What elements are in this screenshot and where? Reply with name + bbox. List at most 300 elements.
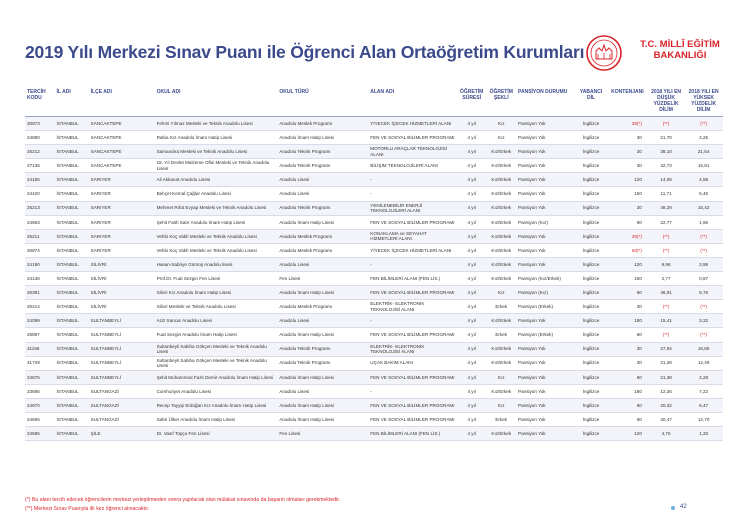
cell-okul-turu: Anadolu Lisesi <box>277 173 368 187</box>
cell-kontenjan: 60(*) <box>607 243 648 257</box>
cell-ilce-adi: SULTANBEYLİ <box>89 356 155 370</box>
cell-en-yuksek-dilim: 15,81 <box>684 159 723 173</box>
cell-kontenjan: 30(*) <box>607 229 648 243</box>
cell-pansiyon-durumu: Pansiyon Yok <box>516 159 575 173</box>
cell-pansiyon-durumu: Pansiyon (Kız) <box>516 286 575 300</box>
cell-il-adi: İSTANBUL <box>55 117 89 131</box>
cell-en-dusuk-dilim: 15,41 <box>648 314 684 328</box>
footnote-1: (*) Bu alanı tercih edecek öğrencilerin merkezi yerleştirmeden sonra yapılacak olan mülakat sınavında da başarılı olmaları gerekmektedir. <box>25 497 341 503</box>
header-kontenjan: KONTENJANI <box>607 88 648 117</box>
cell-tercih-kodu: 24099 <box>25 314 55 328</box>
cell-il-adi: İSTANBUL <box>55 384 89 398</box>
table-row <box>25 328 723 342</box>
cell-okul-adi: Dr. Vasıf Topçu Fen Lisesi <box>155 427 278 441</box>
cell-ogretim-sekli: Kız <box>486 398 516 412</box>
cell-ogretim-suresi: 4 yıl <box>457 286 487 300</box>
cell-ogretim-suresi: 4 yıl <box>457 328 487 342</box>
cell-tercih-kodu: 24138 <box>25 272 55 286</box>
cell-pansiyon-durumu: Pansiyon Yok <box>516 314 575 328</box>
cell-alan-adi: MOTORLU ARAÇLAR TEKNOLOJİSİ ALANI <box>368 145 457 159</box>
cell-il-adi: İSTANBUL <box>55 159 89 173</box>
cell-ogretim-suresi: 4 yıl <box>457 131 487 145</box>
ministry-name-line1: T.C. MİLLÎ EĞİTİM <box>640 39 720 50</box>
page-title: 2019 Yılı Merkezi Sınav Puanı ile Öğrenci Alan Ortaöğretim Kurumları <box>25 42 585 62</box>
cell-en-dusuk-dilim: 9,96 <box>648 257 684 271</box>
cell-okul-turu: Anadolu Lisesi <box>277 314 368 328</box>
cell-ilce-adi: SANCAKTEPE <box>89 131 155 145</box>
cell-yabanci-dil: İngilizce <box>575 272 607 286</box>
cell-okul-adi: Sultanbeyli Sabiha Gökçen Mesleki ve Teknik Anadolu Lisesi <box>155 356 278 370</box>
cell-en-dusuk-dilim: 48,29 <box>648 201 684 215</box>
cell-okul-turu: Fen Lisesi <box>277 427 368 441</box>
table-row <box>25 427 723 441</box>
cell-il-adi: İSTANBUL <box>55 314 89 328</box>
cell-kontenjan: 60 <box>607 412 648 426</box>
cell-pansiyon-durumu: Pansiyon Yok <box>516 243 575 257</box>
cell-alan-adi: - <box>368 384 457 398</box>
cell-ogretim-sekli: Kız/Erkek <box>486 145 516 159</box>
cell-en-yuksek-dilim: 12,49 <box>684 356 723 370</box>
cell-pansiyon-durumu: Pansiyon (Kız/Erkek) <box>516 272 575 286</box>
cell-ogretim-suresi: 4 yıl <box>457 215 487 229</box>
cell-en-yuksek-dilim: 8,76 <box>684 286 723 300</box>
cell-tercih-kodu: 25211 <box>25 229 55 243</box>
cell-yabanci-dil: İngilizce <box>575 187 607 201</box>
cell-tercih-kodu: 24880 <box>25 131 55 145</box>
cell-alan-adi: FEN BİLİMLERİ ALANI (FEN LİS.) <box>368 427 457 441</box>
cell-en-dusuk-dilim: (**) <box>648 243 684 257</box>
cell-okul-adi: Sultanbeyli Sabiha Gökçen Mesleki ve Teknik Anadolu Lisesi <box>155 342 278 356</box>
cell-il-adi: İSTANBUL <box>55 328 89 342</box>
cell-yabanci-dil: İngilizce <box>575 384 607 398</box>
cell-okul-turu: Anadolu Lisesi <box>277 384 368 398</box>
cell-yabanci-dil: İngilizce <box>575 356 607 370</box>
page-indicator-dot <box>671 506 675 510</box>
cell-alan-adi: KONAKLAMA ve SEYAHAT HİZMETLERİ ALANI <box>368 229 457 243</box>
cell-kontenjan: 180 <box>607 314 648 328</box>
cell-kontenjan: 120 <box>607 173 648 187</box>
ministry-emblem-icon <box>585 33 623 73</box>
page-number: 42 <box>680 504 687 510</box>
cell-ogretim-suresi: 4 yıl <box>457 243 487 257</box>
cell-en-dusuk-dilim: 12,26 <box>648 384 684 398</box>
cell-en-dusuk-dilim: 21,38 <box>648 370 684 384</box>
cell-il-adi: İSTANBUL <box>55 300 89 314</box>
header-en-yuksek-dilim: 2018 YILI EN YÜKSEK YÜZDELİK DİLİM <box>684 88 723 117</box>
cell-alan-adi: - <box>368 187 457 201</box>
cell-tercih-kodu: 24190 <box>25 257 55 271</box>
cell-pansiyon-durumu: Pansiyon Yok <box>516 173 575 187</box>
cell-ogretim-sekli: Kız/Erkek <box>486 356 516 370</box>
cell-okul-turu: Anadolu Teknik Programı <box>277 342 368 356</box>
cell-pansiyon-durumu: Pansiyon (Erkek) <box>516 328 575 342</box>
table-row <box>25 356 723 370</box>
cell-okul-turu: Anadolu Teknik Programı <box>277 356 368 370</box>
cell-ilce-adi: SARIYER <box>89 173 155 187</box>
cell-en-yuksek-dilim: 15,42 <box>684 201 723 215</box>
table-row <box>25 314 723 328</box>
table-row <box>25 412 723 426</box>
table-row <box>25 300 723 314</box>
cell-kontenjan: 30 <box>607 131 648 145</box>
header-okul-adi: OKUL ADI <box>155 88 278 117</box>
cell-yabanci-dil: İngilizce <box>575 243 607 257</box>
cell-en-dusuk-dilim: 46,91 <box>648 286 684 300</box>
cell-pansiyon-durumu: Pansiyon Yok <box>516 384 575 398</box>
cell-ogretim-sekli: Kız/Erkek <box>486 243 516 257</box>
cell-okul-turu: Anadolu Meslek Programı <box>277 243 368 257</box>
table-row <box>25 131 723 145</box>
cell-en-yuksek-dilim: (**) <box>684 328 723 342</box>
table-row <box>25 398 723 412</box>
cell-okul-adi: Hasan-Sabriye Gümüş Anadolu lisesi <box>155 257 278 271</box>
cell-il-adi: İSTANBUL <box>55 173 89 187</box>
cell-il-adi: İSTANBUL <box>55 145 89 159</box>
cell-ogretim-sekli: Kız/Erkek <box>486 342 516 356</box>
cell-tercih-kodu: 24685 <box>25 427 55 441</box>
cell-tercih-kodu: 31729 <box>25 356 55 370</box>
cell-yabanci-dil: İngilizce <box>575 117 607 131</box>
cell-en-dusuk-dilim: 2,77 <box>648 272 684 286</box>
cell-okul-adi: Mehmet Rıfat Evyap Mesleki ve Teknik Anadolu Lisesi <box>155 201 278 215</box>
cell-en-yuksek-dilim: (**) <box>684 300 723 314</box>
cell-ilce-adi: SANCAKTEPE <box>89 145 155 159</box>
ministry-logo <box>585 33 735 73</box>
cell-yabanci-dil: İngilizce <box>575 412 607 426</box>
cell-ilce-adi: SULTANBEYLİ <box>89 370 155 384</box>
table-row <box>25 145 723 159</box>
cell-ogretim-suresi: 4 yıl <box>457 187 487 201</box>
cell-okul-turu: Anadolu İmam Hatip Lisesi <box>277 412 368 426</box>
cell-kontenjan: 30 <box>607 342 648 356</box>
cell-okul-turu: Anadolu Meslek Programı <box>277 229 368 243</box>
cell-en-dusuk-dilim: (**) <box>648 229 684 243</box>
cell-ilce-adi: SARIYER <box>89 201 155 215</box>
cell-ilce-adi: SULTANBEYLİ <box>89 328 155 342</box>
cell-pansiyon-durumu: Pansiyon Yok <box>516 229 575 243</box>
cell-kontenjan: 180 <box>607 384 648 398</box>
cell-yabanci-dil: İngilizce <box>575 342 607 356</box>
cell-kontenjan: 30 <box>607 159 648 173</box>
cell-ogretim-sekli: Kız <box>486 117 516 131</box>
cell-kontenjan: 150 <box>607 272 648 286</box>
cell-tercih-kodu: 24420 <box>25 187 55 201</box>
cell-ogretim-suresi: 4 yıl <box>457 117 487 131</box>
cell-ogretim-suresi: 4 yıl <box>457 370 487 384</box>
table-row <box>25 215 723 229</box>
table-row <box>25 229 723 243</box>
header-okul-turu: OKUL TÜRÜ <box>277 88 368 117</box>
cell-pansiyon-durumu: Pansiyon Yok <box>516 427 575 441</box>
table-row <box>25 370 723 384</box>
cell-ilce-adi: SULTANBEYLİ <box>89 314 155 328</box>
cell-alan-adi: YENİLENEBİLİR ENERJİ TEKNOLOJİLERİ ALANI <box>368 201 457 215</box>
cell-il-adi: İSTANBUL <box>55 131 89 145</box>
cell-tercih-kodu: 25212 <box>25 145 55 159</box>
cell-en-dusuk-dilim: 14,06 <box>648 173 684 187</box>
cell-tercih-kodu: 26391 <box>25 286 55 300</box>
cell-en-dusuk-dilim: 11,71 <box>648 187 684 201</box>
cell-okul-turu: Anadolu Teknik Programı <box>277 145 368 159</box>
cell-ogretim-suresi: 4 yıl <box>457 356 487 370</box>
cell-alan-adi: FEN VE SOSYAL BİLİMLER PROGRAMI <box>368 215 457 229</box>
cell-en-yuksek-dilim: 3,98 <box>684 257 723 271</box>
table-row <box>25 286 723 300</box>
cell-pansiyon-durumu: Pansiyon (Kız) <box>516 215 575 229</box>
cell-pansiyon-durumu: Pansiyon Yok <box>516 398 575 412</box>
cell-tercih-kodu: 24675 <box>25 370 55 384</box>
cell-il-adi: İSTANBUL <box>55 243 89 257</box>
cell-kontenjan: 30 <box>607 356 648 370</box>
cell-pansiyon-durumu: Pansiyon Yok <box>516 412 575 426</box>
schools-table <box>25 88 723 441</box>
cell-tercih-kodu: 25897 <box>25 328 55 342</box>
cell-okul-turu: Anadolu İmam Hatip Lisesi <box>277 215 368 229</box>
cell-en-yuksek-dilim: 5,46 <box>684 187 723 201</box>
cell-yabanci-dil: İngilizce <box>575 201 607 215</box>
cell-en-yuksek-dilim: 21,54 <box>684 145 723 159</box>
ministry-name-line2: BAKANLIĞI <box>653 50 707 61</box>
table-row <box>25 201 723 215</box>
cell-ogretim-suresi: 4 yıl <box>457 159 487 173</box>
cell-alan-adi: FEN VE SOSYAL BİLİMLER PROGRAMI <box>368 328 457 342</box>
cell-okul-adi: Recep Tayyip Erdoğan Kız Anadolu İmam Hatip Lisesi <box>155 398 278 412</box>
cell-ilce-adi: SARIYER <box>89 215 155 229</box>
cell-en-dusuk-dilim: 32,73 <box>648 159 684 173</box>
cell-en-yuksek-dilim: (**) <box>684 243 723 257</box>
cell-kontenjan: 30 <box>607 201 648 215</box>
cell-ogretim-suresi: 4 yıl <box>457 145 487 159</box>
cell-en-yuksek-dilim: 12,70 <box>684 412 723 426</box>
cell-alan-adi: FEN BİLİMLERİ ALANI (FEN LİS.) <box>368 272 457 286</box>
cell-okul-turu: Anadolu Teknik Programı <box>277 159 368 173</box>
cell-tercih-kodu: 31156 <box>25 342 55 356</box>
cell-alan-adi: UÇAK BAKIM ALANI <box>368 356 457 370</box>
cell-ogretim-suresi: 4 yıl <box>457 427 487 441</box>
cell-kontenjan: 90 <box>607 215 648 229</box>
table-row <box>25 257 723 271</box>
cell-ogretim-sekli: Kız <box>486 286 516 300</box>
cell-pansiyon-durumu: Pansiyon Yok <box>516 201 575 215</box>
cell-yabanci-dil: İngilizce <box>575 300 607 314</box>
cell-kontenjan: 60 <box>607 370 648 384</box>
cell-alan-adi: FEN VE SOSYAL BİLİMLER PROGRAMI <box>368 131 457 145</box>
cell-yabanci-dil: İngilizce <box>575 215 607 229</box>
cell-alan-adi: BİLİŞİM TEKNOLOJİLERİ ALANI <box>368 159 457 173</box>
cell-en-dusuk-dilim: 21,28 <box>648 356 684 370</box>
cell-tercih-kodu: 27135 <box>25 159 55 173</box>
cell-en-yuksek-dilim: 7,22 <box>684 384 723 398</box>
cell-pansiyon-durumu: Pansiyon Yok <box>516 131 575 145</box>
header-tercih-kodu: TERCİH KODU <box>25 88 55 117</box>
cell-pansiyon-durumu: Pansiyon Yok <box>516 257 575 271</box>
cell-okul-adi: Silivri Kız Anadolu İmam Hatip Lisesi <box>155 286 278 300</box>
cell-okul-turu: Anadolu İmam Hatip Lisesi <box>277 370 368 384</box>
cell-ilce-adi: SİLİVRİ <box>89 257 155 271</box>
cell-okul-turu: Anadolu İmam Hatip Lisesi <box>277 131 368 145</box>
cell-il-adi: İSTANBUL <box>55 370 89 384</box>
cell-kontenjan: 150 <box>607 187 648 201</box>
cell-kontenjan: 60 <box>607 286 648 300</box>
cell-il-adi: İSTANBUL <box>55 215 89 229</box>
cell-kontenjan: 120 <box>607 257 648 271</box>
cell-tercih-kodu: 24670 <box>25 398 55 412</box>
cell-okul-adi: Şehit Muhammed Fazlı Demir Anadolu İmam Hatip Lisesi <box>155 370 278 384</box>
cell-kontenjan: 60 <box>607 398 648 412</box>
header-ogretim-sekli: ÖĞRETİM ŞEKLİ <box>486 88 516 117</box>
cell-ogretim-sekli: Kız/Erkek <box>486 201 516 215</box>
cell-en-yuksek-dilim: 16,85 <box>684 342 723 356</box>
cell-ogretim-sekli: Kız/Erkek <box>486 173 516 187</box>
cell-okul-turu: Anadolu Meslek Programı <box>277 300 368 314</box>
cell-ilce-adi: ŞİLE <box>89 427 155 441</box>
cell-il-adi: İSTANBUL <box>55 229 89 243</box>
cell-okul-adi: Fuat Sezgin Anadolu İmam Hatip Lisesi <box>155 328 278 342</box>
cell-alan-adi: FEN VE SOSYAL BİLİMLER PROGRAMI <box>368 412 457 426</box>
cell-ogretim-suresi: 4 yıl <box>457 201 487 215</box>
cell-alan-adi: YİYECEK İÇECEK HİZMETLERİ ALANI <box>368 243 457 257</box>
cell-kontenjan: 60 <box>607 328 648 342</box>
cell-yabanci-dil: İngilizce <box>575 427 607 441</box>
cell-yabanci-dil: İngilizce <box>575 286 607 300</box>
cell-ogretim-suresi: 4 yıl <box>457 314 487 328</box>
cell-ilce-adi: SULTANBEYLİ <box>89 342 155 356</box>
cell-alan-adi: - <box>368 257 457 271</box>
cell-en-yuksek-dilim: 6,47 <box>684 398 723 412</box>
cell-ogretim-suresi: 4 yıl <box>457 173 487 187</box>
cell-ogretim-suresi: 4 yıl <box>457 342 487 356</box>
cell-ogretim-sekli: Kız/Erkek <box>486 229 516 243</box>
cell-okul-adi: Rabia Kız Anadolu İmam Hatip Lisesi <box>155 131 278 145</box>
cell-pansiyon-durumu: Pansiyon Yok <box>516 342 575 356</box>
cell-il-adi: İSTANBUL <box>55 257 89 271</box>
cell-okul-adi: Silivri Mesleki ve Teknik Anadolu Lisesi <box>155 300 278 314</box>
cell-ogretim-sekli: Kız <box>486 131 516 145</box>
cell-en-yuksek-dilim: 2,28 <box>684 370 723 384</box>
cell-ilce-adi: SARIYER <box>89 187 155 201</box>
cell-il-adi: İSTANBUL <box>55 272 89 286</box>
cell-il-adi: İSTANBUL <box>55 187 89 201</box>
cell-tercih-kodu: 30874 <box>25 243 55 257</box>
cell-ilce-adi: SULTANGAZİ <box>89 398 155 412</box>
cell-tercih-kodu: 25213 <box>25 201 55 215</box>
cell-ogretim-suresi: 4 yıl <box>457 398 487 412</box>
cell-okul-turu: Anadolu Teknik Programı <box>277 201 368 215</box>
cell-ilce-adi: SULTANGAZİ <box>89 384 155 398</box>
cell-yabanci-dil: İngilizce <box>575 398 607 412</box>
cell-alan-adi: YİYECEK İÇECEK HİZMETLERİ ALANI <box>368 117 457 131</box>
cell-okul-adi: 15. Yıl Devlet Malzeme Ofisi Mesleki ve Teknik Anadolu Lisesi <box>155 159 278 173</box>
cell-pansiyon-durumu: Pansiyon Yok <box>516 117 575 131</box>
cell-tercih-kodu: 25214 <box>25 300 55 314</box>
cell-ogretim-sekli: Kız/Erkek <box>486 215 516 229</box>
cell-yabanci-dil: İngilizce <box>575 328 607 342</box>
cell-il-adi: İSTANBUL <box>55 342 89 356</box>
cell-en-yuksek-dilim: 2,25 <box>684 131 723 145</box>
cell-en-dusuk-dilim: 38,10 <box>648 145 684 159</box>
header-pansiyon-durumu: PANSİYON DURUMU <box>516 88 575 117</box>
cell-ogretim-sekli: Kız/Erkek <box>486 427 516 441</box>
cell-okul-turu: Anadolu Lisesi <box>277 257 368 271</box>
cell-ogretim-suresi: 4 yıl <box>457 300 487 314</box>
ministry-name <box>625 39 735 61</box>
cell-okul-turu: Anadolu İmam Hatip Lisesi <box>277 286 368 300</box>
table-row <box>25 243 723 257</box>
header-yabanci-dil: YABANCI DİL <box>575 88 607 117</box>
cell-ilce-adi: SARIYER <box>89 229 155 243</box>
cell-tercih-kodu: 30873 <box>25 117 55 131</box>
cell-ogretim-sekli: Erkek <box>486 300 516 314</box>
cell-okul-adi: Ali Akkanat Anadolu Lisesi <box>155 173 278 187</box>
cell-yabanci-dil: İngilizce <box>575 131 607 145</box>
cell-ogretim-sekli: Erkek <box>486 328 516 342</box>
cell-ogretim-sekli: Kız/Erkek <box>486 257 516 271</box>
cell-ogretim-sekli: Kız/Erkek <box>486 159 516 173</box>
table-body <box>25 117 723 441</box>
cell-pansiyon-durumu: Pansiyon (Erkek) <box>516 300 575 314</box>
cell-ilce-adi: SİLİVRİ <box>89 272 155 286</box>
cell-yabanci-dil: İngilizce <box>575 257 607 271</box>
cell-kontenjan: 30(*) <box>607 117 648 131</box>
table-header-row <box>25 88 723 117</box>
cell-ogretim-sekli: Erkek <box>486 412 516 426</box>
cell-alan-adi: FEN VE SOSYAL BİLİMLER PROGRAMI <box>368 370 457 384</box>
cell-ogretim-sekli: Kız <box>486 370 516 384</box>
cell-alan-adi: - <box>368 173 457 187</box>
cell-en-yuksek-dilim: 3,32 <box>684 314 723 328</box>
cell-okul-turu: Anadolu İmam Hatip Lisesi <box>277 328 368 342</box>
table-row <box>25 187 723 201</box>
cell-en-dusuk-dilim: (**) <box>648 300 684 314</box>
cell-okul-adi: Cumhuriyet Anadolu Lisesi <box>155 384 278 398</box>
cell-en-dusuk-dilim: 30,47 <box>648 412 684 426</box>
cell-tercih-kodu: 24663 <box>25 215 55 229</box>
cell-alan-adi: - <box>368 314 457 328</box>
cell-okul-turu: Anadolu Lisesi <box>277 187 368 201</box>
cell-ogretim-suresi: 4 yıl <box>457 257 487 271</box>
cell-il-adi: İSTANBUL <box>55 412 89 426</box>
cell-tercih-kodu: 23686 <box>25 384 55 398</box>
cell-okul-adi: Fehmi Yılmaz Mesleki ve Teknik Anadolu Lisesi <box>155 117 278 131</box>
cell-ilce-adi: SANCAKTEPE <box>89 117 155 131</box>
cell-alan-adi: ELEKTRİK- ELEKTRONİK TEKNOLOJİSİ ALANI <box>368 342 457 356</box>
cell-en-dusuk-dilim: 4,75 <box>648 427 684 441</box>
header-ilce-adi: İLÇE ADI <box>89 88 155 117</box>
table-row <box>25 117 723 131</box>
header-alan-adi: ALAN ADI <box>368 88 457 117</box>
cell-tercih-kodu: 24665 <box>25 412 55 426</box>
cell-il-adi: İSTANBUL <box>55 201 89 215</box>
cell-en-yuksek-dilim: 1,66 <box>684 215 723 229</box>
header-ogretim-suresi: ÖĞRETİM SÜRESİ <box>457 88 487 117</box>
cell-yabanci-dil: İngilizce <box>575 229 607 243</box>
cell-ogretim-sekli: Kız/Erkek <box>486 187 516 201</box>
cell-pansiyon-durumu: Pansiyon Yok <box>516 187 575 201</box>
table-row <box>25 384 723 398</box>
cell-kontenjan: 120 <box>607 427 648 441</box>
cell-en-dusuk-dilim: 20,32 <box>648 398 684 412</box>
cell-en-dusuk-dilim: 22,77 <box>648 215 684 229</box>
cell-en-dusuk-dilim: 21,70 <box>648 131 684 145</box>
cell-il-adi: İSTANBUL <box>55 398 89 412</box>
cell-okul-turu: Anadolu İmam Hatip Lisesi <box>277 398 368 412</box>
cell-ogretim-suresi: 4 yıl <box>457 384 487 398</box>
table-row <box>25 272 723 286</box>
cell-pansiyon-durumu: Pansiyon Yok <box>516 145 575 159</box>
cell-okul-adi: Vehbi Koç Vakfı Mesleki ve Teknik Anadolu Lisesi <box>155 229 278 243</box>
cell-en-yuksek-dilim: (**) <box>684 229 723 243</box>
cell-okul-turu: Fen Lisesi <box>277 272 368 286</box>
